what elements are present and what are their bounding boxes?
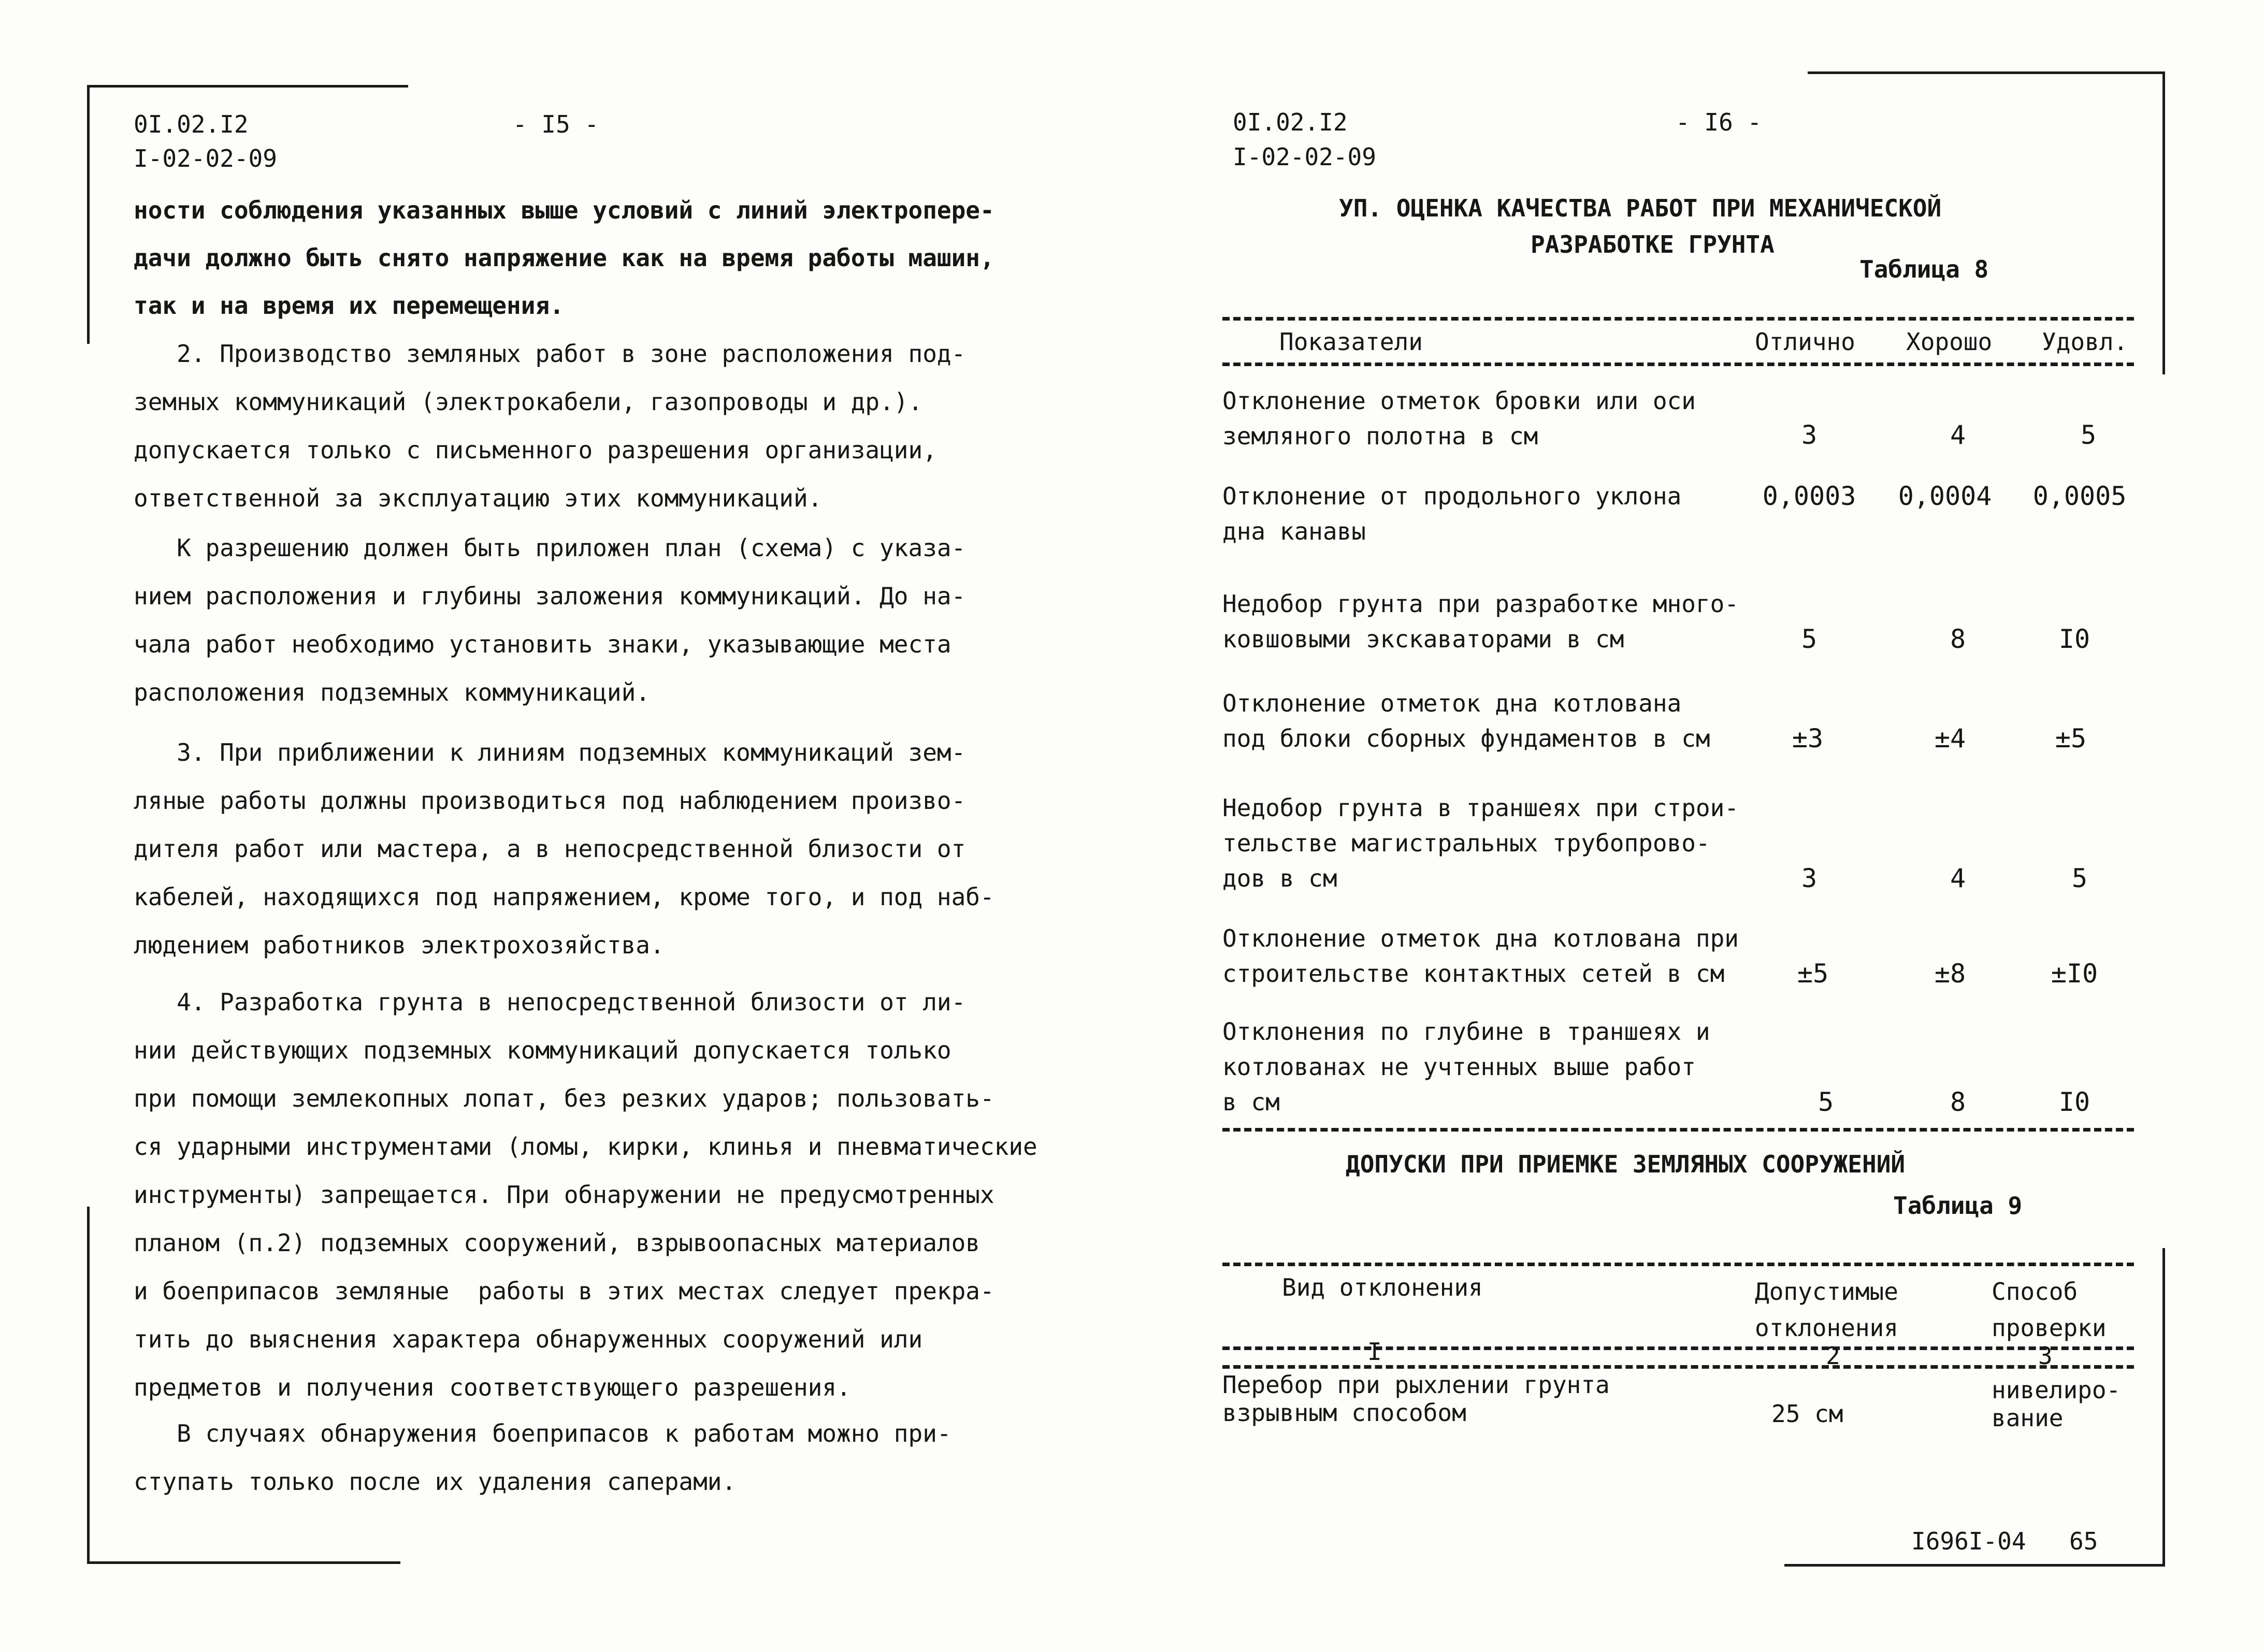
table9-header-rule xyxy=(1222,1346,2134,1350)
left-text-line: 2. Производство земляных работ в зоне расположения под- xyxy=(134,340,966,368)
left-text-line: В случаях обнаружения боеприпасов к работам можно при- xyxy=(134,1419,951,1447)
table9-row-label: взрывным способом xyxy=(1222,1399,1466,1427)
table9-row-method: вание xyxy=(1992,1404,2064,1432)
left-text-line: 3. При приближении к линиям подземных коммуникаций зем- xyxy=(134,738,966,766)
table9-header-method: Способ xyxy=(1992,1278,2078,1306)
table9-row-label: Перебор при рыхлении грунта xyxy=(1222,1371,1610,1399)
left-text-line: и боеприпасов земляные работы в этих местах следует прекра- xyxy=(134,1277,994,1305)
footer-code: I696I-04 xyxy=(1911,1527,2026,1555)
table8-row-label: земляного полотна в см xyxy=(1222,422,1538,450)
table8-value-good: 8 xyxy=(1950,1087,1966,1117)
table8-value-satisfactory: 5 xyxy=(2071,863,2088,893)
table8-row-label: Недобор грунта в траншеях при строи- xyxy=(1222,794,1739,822)
right-frame-top-line xyxy=(1808,71,2165,74)
table8-row-label: в см xyxy=(1222,1088,1280,1116)
table8-value-good: 0,0004 xyxy=(1898,481,1992,511)
table8-header-good: Хорошо xyxy=(1906,328,1993,356)
left-text-line: дителя работ или мастера, а в непосредственной близости от xyxy=(134,835,966,863)
table8-value-excellent: 5 xyxy=(1818,1087,1834,1117)
table8-value-satisfactory: 0,0005 xyxy=(2032,481,2127,511)
table8-caption: Таблица 8 xyxy=(1859,255,1989,283)
table9-title: ДОПУСКИ ПРИ ПРИЕМКЕ ЗЕМЛЯНЫХ СООРУЖЕНИЙ xyxy=(1346,1150,1906,1178)
left-text-line: расположения подземных коммуникаций. xyxy=(134,678,650,706)
table8-top-rule xyxy=(1222,317,2134,321)
table8-header-satisfactory: Удовл. xyxy=(2042,328,2128,356)
table9-top-rule xyxy=(1222,1263,2134,1266)
table8-row-label: Недобор грунта при разработке много- xyxy=(1222,590,1739,618)
table8-value-satisfactory: ±I0 xyxy=(2051,959,2098,989)
table9-header-deviation-type: Вид отклонения xyxy=(1282,1273,1483,1301)
table9-header-tolerance-2: отклонения xyxy=(1755,1314,1898,1342)
table9-row-tolerance: 25 см xyxy=(1771,1400,1843,1428)
left-text-line: К разрешению должен быть приложен план (схема) с указа- xyxy=(134,534,966,562)
table8-row-label: Отклонение отметок дна котлована при xyxy=(1222,924,1739,952)
table8-value-satisfactory: 5 xyxy=(2080,420,2097,450)
table8-header-indicator: Показатели xyxy=(1279,328,1423,356)
left-text-line: инструменты) запрещается. При обнаружении не предусмотренных xyxy=(134,1181,994,1209)
table9-header-tolerance: Допустимые xyxy=(1755,1278,1898,1306)
table8-value-satisfactory: I0 xyxy=(2058,1087,2090,1117)
table9-column-number: 2 xyxy=(1826,1342,1840,1370)
table8-row-label: Отклонение от продольного уклона xyxy=(1222,482,1682,510)
table8-value-excellent: 3 xyxy=(1801,863,1818,893)
left-page-number: - I5 - xyxy=(513,110,599,138)
left-frame-top-line xyxy=(87,85,408,88)
table8-value-good: 8 xyxy=(1950,624,1966,654)
left-doc-code: 0I.02.I2 xyxy=(134,110,249,138)
right-frame-bottom-line xyxy=(1784,1564,2165,1567)
right-doc-code: 0I.02.I2 xyxy=(1233,108,1348,136)
table8-row-label: Отклонение отметок дна котлована xyxy=(1222,689,1682,717)
table8-row-label: под блоки сборных фундаментов в см xyxy=(1222,724,1710,752)
table9-column-number: 3 xyxy=(2038,1342,2053,1370)
left-text-line: предметов и получения соответствующего разрешения. xyxy=(134,1373,851,1401)
table8-row-label: ковшовыми экскаваторами в см xyxy=(1222,625,1624,653)
left-text-line: ся ударными инструментами (ломы, кирки, клинья и пневматические xyxy=(134,1133,1037,1161)
table8-value-excellent: 5 xyxy=(1801,624,1818,654)
left-text-line: дачи должно быть снято напряжение как на время работы машин, xyxy=(134,244,994,272)
table8-value-satisfactory: ±5 xyxy=(2055,723,2087,753)
left-text-line: чала работ необходимо установить знаки, указывающие места xyxy=(134,630,951,658)
left-text-line: ступать только после их удаления саперами. xyxy=(134,1468,737,1496)
table8-row-label: Отклонение отметок бровки или оси xyxy=(1222,387,1696,415)
table8-row-label: дов в см xyxy=(1222,864,1337,892)
footer-page-number: 65 xyxy=(2069,1527,2098,1555)
right-frame-right-line xyxy=(2162,71,2165,374)
table8-value-excellent: ±3 xyxy=(1792,723,1824,753)
table8-bottom-rule xyxy=(1222,1128,2134,1132)
left-frame-left-line xyxy=(87,85,90,344)
table8-value-excellent: 3 xyxy=(1801,420,1818,450)
left-text-line: земных коммуникаций (электрокабели, газопроводы и др.). xyxy=(134,388,923,416)
left-text-line: ности соблюдения указанных выше условий с линий электропере- xyxy=(134,196,994,224)
table8-header-rule xyxy=(1222,363,2134,366)
left-text-line: нием расположения и глубины заложения коммуникаций. До на- xyxy=(134,582,966,610)
left-frame-lower-left-line xyxy=(87,1207,90,1564)
table8-value-good: ±8 xyxy=(1934,959,1966,989)
table8-value-excellent: ±5 xyxy=(1797,959,1829,989)
table8-header-excellent: Отлично xyxy=(1755,328,1855,356)
left-text-line: кабелей, находящихся под напряжением, кроме того, и под наб- xyxy=(134,883,994,911)
section-title-continued: РАЗРАБОТКЕ ГРУНТА xyxy=(1531,230,1775,258)
left-frame-bottom-line xyxy=(87,1561,400,1564)
table8-value-good: 4 xyxy=(1950,420,1966,450)
left-series-code: I-02-02-09 xyxy=(134,144,277,172)
table9-caption: Таблица 9 xyxy=(1893,1192,2023,1220)
left-text-line: людением работников электрохозяйства. xyxy=(134,931,665,959)
table8-value-good: 4 xyxy=(1950,863,1966,893)
table8-value-excellent: 0,0003 xyxy=(1762,481,1856,511)
table9-row-method: нивелиро- xyxy=(1992,1376,2121,1404)
left-text-line: ляные работы должны производиться под наблюдением произво- xyxy=(134,787,966,815)
table8-row-label: Отклонения по глубине в траншеях и xyxy=(1222,1018,1710,1046)
table9-column-number: I xyxy=(1367,1338,1382,1366)
left-text-line: допускается только с письменного разрешения организации, xyxy=(134,436,937,464)
left-text-line: тить до выяснения характера обнаруженных сооружений или xyxy=(134,1325,923,1353)
table9-header-method-2: проверки xyxy=(1992,1314,2107,1342)
left-text-line: при помощи землекопных лопат, без резких ударов; пользовать- xyxy=(134,1084,994,1112)
table9-numbers-rule xyxy=(1222,1365,2134,1369)
table8-value-good: ±4 xyxy=(1934,723,1966,753)
left-text-line: так и на время их перемещения. xyxy=(134,292,564,320)
left-text-line: ответственной за эксплуатацию этих коммуникаций. xyxy=(134,484,823,512)
left-text-line: нии действующих подземных коммуникаций допускается только xyxy=(134,1036,951,1064)
table8-value-satisfactory: I0 xyxy=(2058,624,2090,654)
section-title: УП. ОЦЕНКА КАЧЕСТВА РАБОТ ПРИ МЕХАНИЧЕСКОЙ xyxy=(1339,194,1942,222)
left-text-line: 4. Разработка грунта в непосредственной близости от ли- xyxy=(134,988,966,1016)
right-page-number: - I6 - xyxy=(1676,108,1762,136)
table8-row-label: тельстве магистральных трубопрово- xyxy=(1222,829,1710,857)
right-frame-lower-right-line xyxy=(2162,1248,2165,1567)
table8-row-label: дна канавы xyxy=(1222,517,1366,545)
right-series-code: I-02-02-09 xyxy=(1233,143,1376,171)
table8-row-label: котлованах не учтенных выше работ xyxy=(1222,1053,1696,1081)
left-text-line: планом (п.2) подземных сооружений, взрывоопасных материалов xyxy=(134,1229,980,1257)
table8-row-label: строительстве контактных сетей в см xyxy=(1222,960,1725,988)
